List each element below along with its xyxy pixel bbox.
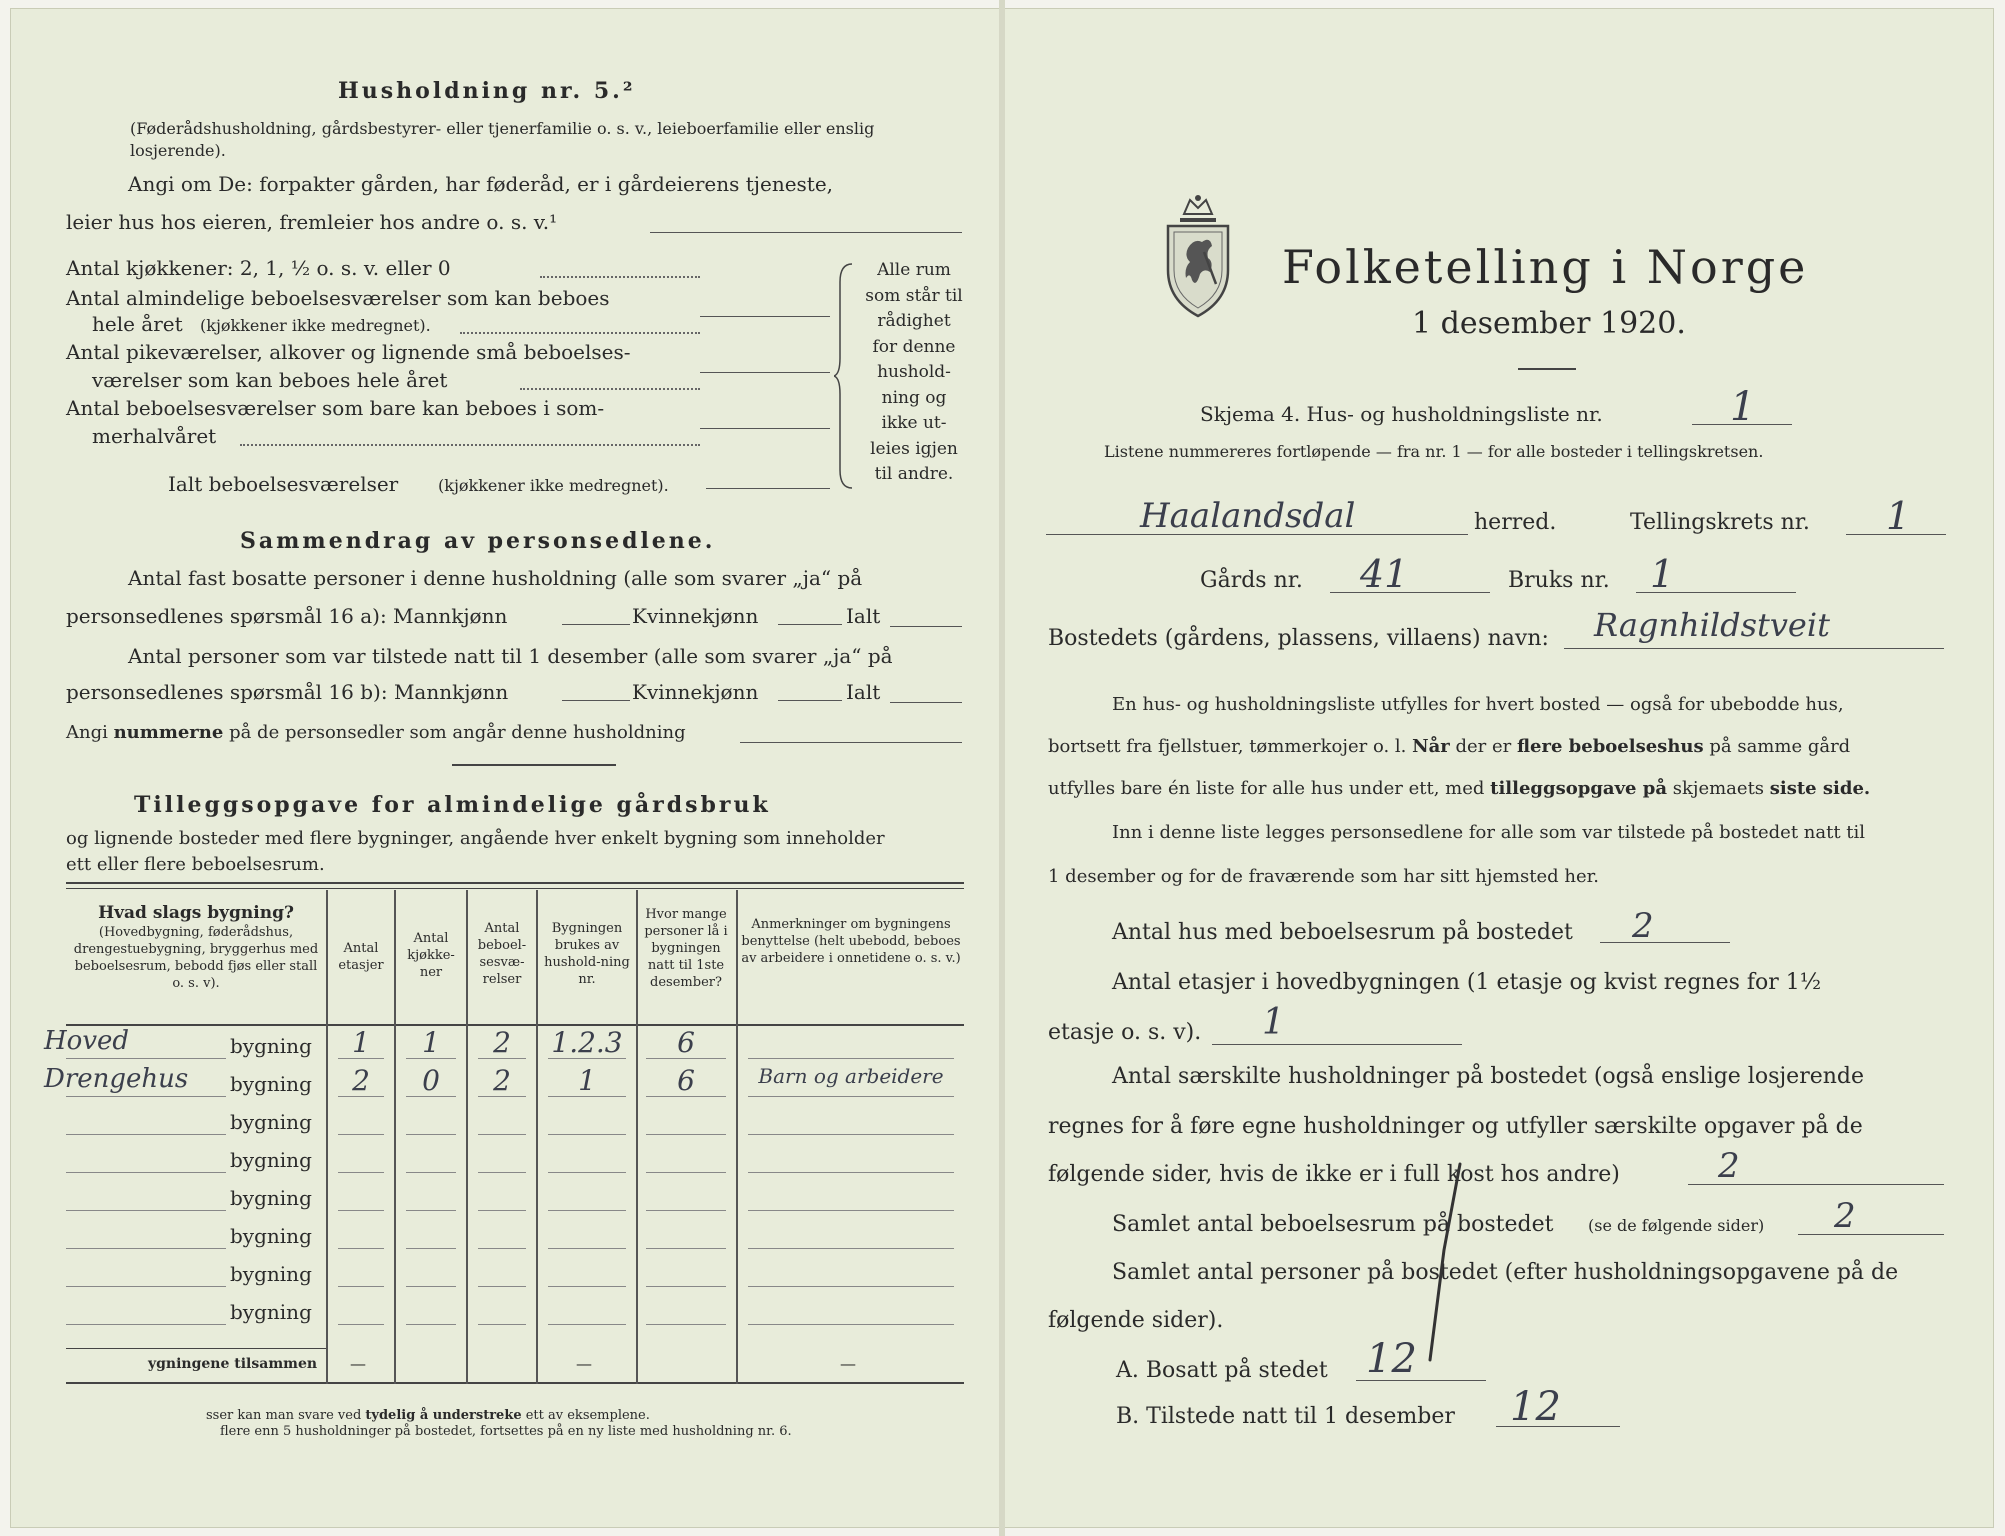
label-sommer-line1: Antal beboelsesværelser som bare kan beboes i som- [66,396,605,420]
cell-line [548,1134,626,1135]
cell-kjokkener: 0 [422,1064,440,1097]
instr-2d: flere beboelseshus [1516,736,1704,757]
header-personer: Hvor mange personer lå i bygningen natt til 1ste desember? [644,907,728,990]
header-kjokkener: Antal kjøkke-ner [407,931,455,980]
instr-3c: skjemaets [1667,778,1770,799]
dots-kjokkener [540,276,700,278]
label-kjokkener: Antal kjøkkener: 2, 1, ½ o. s. v. eller 0 [66,256,451,280]
col-divider [326,890,328,1384]
bostedets-label: Bostedets (gårdens, plassens, villaens) navn: [1048,626,1549,651]
instr-2c: der er [1449,736,1517,757]
bosatt-label: A. Bosatt på stedet [1116,1358,1328,1383]
title-rule [1518,368,1576,370]
answer-line-mann-a [562,624,630,625]
header-type-bold: Hvad slags bygning? [98,903,294,923]
answer-line-ialt-b [890,702,962,703]
brace-note-line: som står til [865,285,963,306]
samlet-rum-note: (se de følgende sider) [1588,1216,1765,1235]
cell-line [646,1248,726,1249]
brace-note-line: rådighet [877,311,951,331]
footnote-2: flere enn 5 husholdninger på bostedet, fortsettes på en ny liste med husholdning nr. 6. [220,1424,792,1439]
cell-line [406,1286,456,1287]
page-fold [999,0,1005,1536]
cell-hush: 1.2.3 [551,1026,623,1059]
brace-note-line: leies igjen [870,438,958,459]
cell-line [646,1286,726,1287]
cell-line [338,1172,384,1173]
cell-line [478,1324,526,1325]
samlet-pers-line2: følgende sider). [1048,1308,1224,1333]
cell-line [338,1134,384,1135]
label-alm-line2: hele året [92,312,183,336]
col-divider [394,890,396,1384]
cell-line [548,1172,626,1173]
saerskilte-value: 2 [1718,1146,1740,1186]
header-vaerelser: Antal beboel-sesvæ-relser [477,921,527,987]
cell-line [338,1210,384,1211]
cell-kjokkener: 1 [422,1026,440,1059]
tilstede-line1: Antal personer som var tilstede natt til 1 desember (alle som svarer „ja“ på [128,644,893,668]
footnote-1a: sser kan man svare ved [206,1408,366,1423]
brace-note-line: til andre. [874,464,954,484]
answer-line-pike [700,372,830,373]
sammendrag-title: Sammendrag av personsedlene. [240,528,716,554]
etasjer-line [1212,1044,1462,1045]
cell-line [646,1134,726,1135]
label-ialt-b: Ialt [846,680,881,704]
label-kvinne-b: Kvinnekjønn [632,680,759,704]
dots-sommer [240,444,700,446]
instruction-line4: Inn i denne liste legges personsedlene for alle som var tilstede på bostedet natt til [1112,822,1866,843]
cell-etasjer: 1 [352,1026,370,1059]
header-husholdning: Bygningen brukes av hushold-ning nr. [544,921,630,987]
cell-hush: 1 [578,1064,596,1097]
section-divider [452,764,616,766]
header-anmerkninger: Anmerkninger om bygningens benyttelse (helt ubebodd, beboes av arbeidere i onnetidene o. s. v.) [741,917,961,966]
gards-label: Gårds nr. [1200,568,1303,593]
row-name-line [66,1096,226,1097]
row-label: bygning [230,1224,312,1248]
cell-line [748,1286,954,1287]
cell-line [748,1058,954,1059]
question-angi-line2: leier hus hos eieren, fremleier hos andre o. s. v.¹ [66,210,558,234]
bostedets-value: Ragnhildstveit [1594,606,1830,644]
saerskilte-line3: følgende sider, hvis de ikke er i full kost hos andre) [1048,1162,1620,1187]
col-divider [736,890,738,1384]
cell-vaerelser: 2 [493,1064,511,1097]
row-name-line [66,1324,226,1325]
curly-brace [834,262,858,490]
row-label: bygning [230,1186,312,1210]
instr-3b: tilleggsopgave på [1490,778,1668,799]
hus-label: Antal hus med beboelsesrum på bostedet [1112,920,1573,945]
cell-line [406,1210,456,1211]
instr-2a: bortsett fra fjellstuer, tømmerkojer o. l. [1048,736,1413,757]
nummerne-text-b: nummerne [113,722,224,743]
coat-of-arms-icon [1160,192,1236,322]
hus-line [1600,942,1730,943]
footnote-1c: ett av eksemplene. [521,1408,650,1423]
tellingskrets-value: 1 [1886,494,1911,538]
col-divider [536,890,538,1384]
left-page [10,8,1000,1528]
herred-label: herred. [1474,510,1557,535]
col-divider [466,890,468,1384]
table-bottom-rule [66,1382,964,1384]
household-subtitle: (Føderådshusholdning, gårdsbestyrer- eller tjenerfamilie o. s. v., leieboerfamilie eller enslig losjerende). [130,119,875,160]
table-top-rule-2 [66,888,964,889]
label-ialt-note: (kjøkkener ikke medregnet). [438,476,669,495]
row-name-line [66,1286,226,1287]
household-title: Husholdning nr. 5.² [338,78,636,104]
total-dash: — [840,1354,856,1373]
cell-line [748,1096,954,1097]
samlet-rum-label: Samlet antal beboelsesrum på bostedet [1112,1212,1554,1237]
saerskilte-line2: regnes for å føre egne husholdninger og utfyller særskilte opgaver på de [1048,1114,1863,1139]
etasjer-line2: etasje o. s. v). [1048,1020,1202,1045]
label-ialt: Ialt beboelsesværelser [168,472,399,496]
cell-line [478,1210,526,1211]
cell-line [338,1286,384,1287]
instruction-line1: En hus- og husholdningsliste utfylles for hvert bosted — også for ubebodde hus, [1112,694,1844,715]
samlet-rum-value: 2 [1834,1196,1856,1236]
cell-vaerelser: 2 [493,1026,511,1059]
total-label: ygningene tilsammen [148,1356,318,1372]
cell-line [748,1172,954,1173]
row-name-line [66,1210,226,1211]
brace-note-line: for denne [872,336,956,357]
cell-line [646,1210,726,1211]
bruks-label: Bruks nr. [1508,568,1610,593]
row-label: bygning [230,1110,312,1134]
gards-value: 41 [1360,552,1409,596]
tellingskrets-label: Tellingskrets nr. [1630,510,1810,535]
total-dash: — [576,1354,592,1373]
cell-line [548,1286,626,1287]
cell-line [406,1324,456,1325]
fast-line1: Antal fast bosatte personer i denne husholdning (alle som svarer „ja“ på [128,566,863,590]
header-type [70,902,322,992]
label-ialt-a: Ialt [846,604,881,628]
skjema-value: 1 [1730,384,1756,430]
cell-personer: 6 [677,1026,695,1059]
label-alm-line1: Antal almindelige beboelsesværelser som kan beboes [66,286,610,310]
main-title: Folketelling i Norge [1282,240,1809,294]
etasjer-line1: Antal etasjer i hovedbygningen (1 etasje og kvist regnes for 1½ [1112,970,1822,995]
building-name: Hoved [44,1026,130,1056]
cell-anm: Barn og arbeidere [758,1064,944,1088]
instr-2b: Når [1412,736,1450,757]
cell-line [406,1172,456,1173]
answer-line-kvinne-b [778,700,842,701]
tilstede-value: 12 [1510,1384,1561,1430]
cell-line [748,1210,954,1211]
answer-line-ialt [706,488,830,489]
building-name: Drengehus [44,1064,189,1094]
row-name-line [66,1058,226,1059]
hus-value: 2 [1632,906,1654,946]
cell-line [478,1286,526,1287]
answer-line-ialt-a [890,626,962,627]
row-name-line [66,1134,226,1135]
brace-note-line: ikke ut- [881,413,947,433]
brace-note-line: hushold- [877,362,951,382]
brace-note-line: ning og [881,387,947,408]
cell-personer: 6 [677,1064,695,1097]
bruks-value: 1 [1650,552,1675,596]
instruction-line5: 1 desember og for de fraværende som har sitt hjemsted her. [1048,866,1599,887]
pencil-stroke [1400,1160,1480,1400]
row-label: bygning [230,1148,312,1172]
cell-line [748,1134,954,1135]
header-etasjer: Antal etasjer [338,941,384,973]
instr-3d: siste side. [1769,778,1871,799]
instr-3a: utfylles bare én liste for alle hus under ett, med [1048,778,1491,799]
tilstede-label: B. Tilstede natt til 1 desember [1116,1404,1455,1429]
cell-line [646,1172,726,1173]
samlet-pers-line1: Samlet antal personer på bostedet (efter husholdningsopgavene på de [1112,1260,1899,1285]
nummerne-text-a: Angi [66,722,114,743]
answer-line-angi [650,232,962,233]
gards-line [1330,592,1490,593]
footnote-1b: tydelig å understreke [365,1408,522,1423]
cell-line [748,1324,954,1325]
footnote-1 [206,1408,650,1423]
row-label: bygning [230,1034,312,1058]
label-alm-note: (kjøkkener ikke medregnet). [200,316,431,335]
instruction-line3 [1048,778,1870,799]
label-pike-line1: Antal pikeværelser, alkover og lignende små beboelses- [66,340,631,364]
skjema-label: Skjema 4. Hus- og husholdningsliste nr. [1200,402,1603,426]
dots-pike [520,388,700,390]
label-kvinne-a: Kvinnekjønn [632,604,759,628]
answer-line-mann-b [562,700,630,701]
table-total-rule [66,1348,326,1349]
cell-line [406,1248,456,1249]
row-name-line [66,1248,226,1249]
tillegg-line2: ett eller flere beboelsesrum. [66,854,325,875]
question-angi-line1: Angi om De: forpakter gården, har føderåd, er i gårdeierens tjeneste, [128,172,834,196]
tillegg-line1: og lignende bosteder med flere bygninger, angående hver enkelt bygning som inneholder [66,828,885,849]
row-label: bygning [230,1072,312,1096]
brace-note [858,258,970,488]
cell-line [548,1210,626,1211]
answer-line-nummerne [740,742,962,743]
total-dash: — [350,1354,366,1373]
answer-line-kvinne-a [778,624,842,625]
census-date: 1 desember 1920. [1412,306,1686,341]
instr-2e: på samme gård [1703,736,1851,757]
header-type-note: (Hovedbygning, føderådshus, drengestuebygning, bryggerhus med beboelsesrum, bebodd fjøs eller stall o. s. v). [73,925,319,991]
cell-line [646,1324,726,1325]
bosatt-value: 12 [1366,1336,1417,1382]
cell-line [478,1248,526,1249]
right-page [1004,8,1994,1528]
row-name-line [66,1172,226,1173]
answer-line-sommer [700,428,830,429]
table-top-rule [66,882,964,884]
row-label: bygning [230,1262,312,1286]
cell-line [478,1172,526,1173]
cell-line [748,1248,954,1249]
samlet-rum-line [1798,1234,1944,1235]
label-pike-line2: værelser som kan beboes hele året [92,368,448,392]
listene-note: Listene nummereres fortløpende — fra nr. 1 — for alle bosteder i tellingskretsen. [1104,442,1764,461]
label-sommer-line2: merhalvåret [92,424,217,448]
herred-value: Haalandsdal [1140,496,1356,536]
cell-etasjer: 2 [352,1064,370,1097]
cell-line [548,1324,626,1325]
nummerne-line [66,722,686,743]
etasjer-value: 1 [1262,1002,1285,1043]
cell-line [548,1248,626,1249]
row-label: bygning [230,1300,312,1324]
dots-alm [460,332,700,334]
nummerne-text-c: på de personsedler som angår denne husholdning [223,722,686,743]
tillegg-title: Tilleggsopgave for almindelige gårdsbruk [134,792,771,818]
answer-line-alm [700,316,830,317]
cell-line [338,1248,384,1249]
fast-line2: personsedlenes spørsmål 16 a): Mannkjønn [66,604,508,628]
cell-line [338,1324,384,1325]
instruction-line2 [1048,736,1850,757]
cell-line [406,1134,456,1135]
brace-note-line: Alle rum [877,260,951,280]
saerskilte-line1: Antal særskilte husholdninger på bostedet (også enslige losjerende [1112,1064,1865,1089]
bostedets-line [1564,648,1944,649]
cell-line [478,1134,526,1135]
tilstede-line2: personsedlenes spørsmål 16 b): Mannkjønn [66,680,509,704]
